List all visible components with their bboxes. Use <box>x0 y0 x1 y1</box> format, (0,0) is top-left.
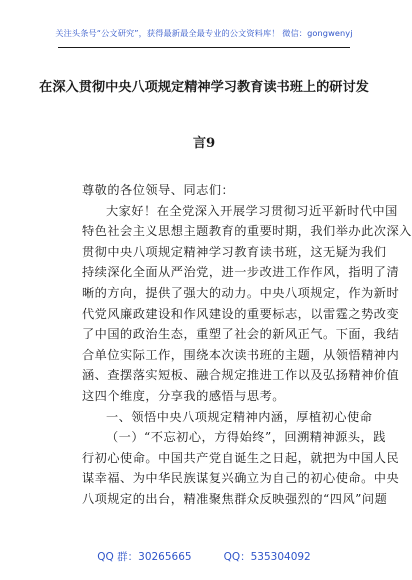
paragraph-line: 大家好！在全党深入开展学习贯彻习近平新时代中国 <box>106 203 398 218</box>
footer-qq-group: QQ 群：30265665 <box>97 551 192 563</box>
paragraph-line: 晰的方向，提供了强大的动力。中央八项规定，作为新时 <box>82 285 400 300</box>
subsection-line: 谋幸福、为中华民族谋复兴确立为自己的初心使命。中央 <box>82 471 400 486</box>
paragraph-line: 涵、查摆落实短板、融合规定推进工作以及弘扬精神价值 <box>82 368 400 383</box>
footer-contact <box>0 549 408 564</box>
paragraph-line: 这四个维度，分享我的感悟与思考。 <box>82 388 285 403</box>
footer-qq-number: QQ：535304092 <box>223 551 311 563</box>
document-title-continuation: 言9 <box>192 136 216 151</box>
subsection-line: （一）“不忘初心，方得始终”，回溯精神源头，践 <box>106 430 386 445</box>
section-heading: 一、领悟中央八项规定精神内涵，厚植初心使命 <box>106 409 373 424</box>
greeting: 尊敬的各位领导、同志们： <box>82 183 235 197</box>
header-promo-text: 关注头条号“公文研究”，获得最新最全最专业的公文资料库！ 微信：gongwenyj <box>55 28 353 38</box>
subsection-line: 行初心使命。中国共产党自诞生之日起，就把为中国人民 <box>82 450 400 465</box>
subsection-line: 八项规定的出台，精准聚焦群众反映强烈的“四风”问题 <box>82 491 388 506</box>
document-title: 在深入贯彻中央八项规定精神学习教育读书班上的研讨发 <box>39 80 369 95</box>
paragraph-line: 贯彻中央八项规定精神学习教育读书班，这无疑为我们 <box>82 244 387 259</box>
paragraph-line: 了中国的政治生态，重塑了社会的新风正气。下面，我结 <box>82 327 400 342</box>
header-divider <box>58 47 350 48</box>
paragraph-line: 特色社会主义思想主题教育的重要时期，我们举办此次深入 <box>82 224 412 239</box>
document-body <box>82 180 412 510</box>
paragraph-line: 持续深化全面从严治党，进一步改进工作作风，指明了清 <box>82 265 400 280</box>
paragraph-line: 合单位实际工作，围绕本次读书班的主题，从领悟精神内 <box>82 347 400 362</box>
paragraph-line: 代党风廉政建设和作风建设的重要标志，以雷霆之势改变 <box>82 306 400 321</box>
